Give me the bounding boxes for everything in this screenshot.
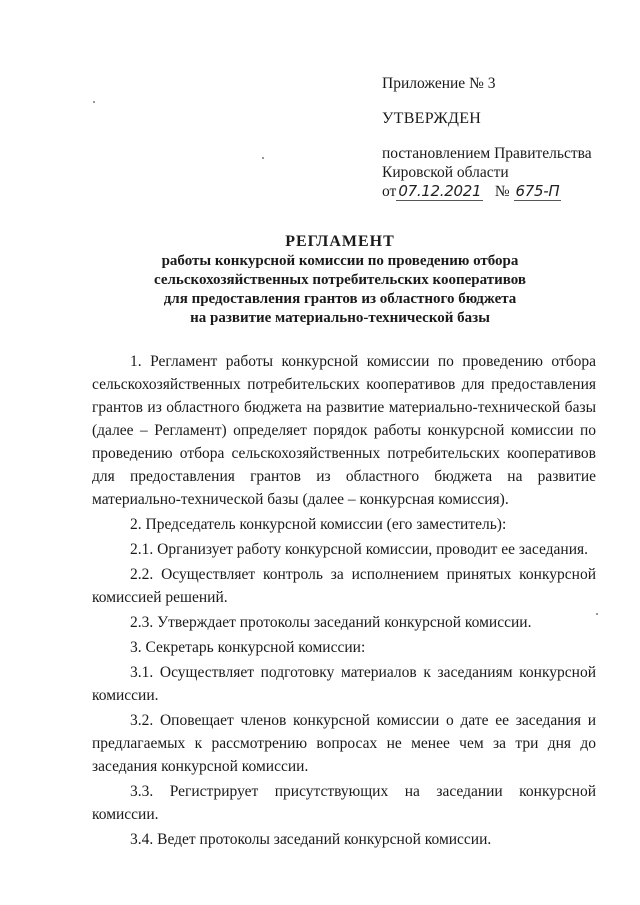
document-title xyxy=(40,232,640,328)
paragraph-1: 1. Регламент работы конкурсной комиссии по проведению отбора сельскохозяйственных потребительских кооперативов для предоставления грантов из областного бюджета на развитие материально-технической базы (далее – Регламент) определяет порядок работы конкурсной комиссии по проведению отбора сельскохозяйственных потребительских кооперативов для предоставления грантов из областного бюджета на развитие материально-технической базы (далее – конкурсная комиссия). xyxy=(92,353,596,508)
title-line-1: работы конкурсной комиссии по проведению отбора xyxy=(161,253,519,269)
title-main: РЕГЛАМЕНТ xyxy=(285,233,395,250)
paragraph-3-3: 3.3. Регистрирует присутствующих на заседании конкурсной комиссии. xyxy=(92,783,596,823)
scan-speck xyxy=(596,613,598,615)
handwritten-date: 07.12.2021 xyxy=(398,182,482,200)
paragraph-3-2: 3.2. Оповещает членов конкурсной комиссии о дате ее заседания и предлагаемых к рассмотрению вопросах не менее чем за три дня до заседания конкурсной комиссии. xyxy=(92,712,596,775)
appendix-number: Приложение № 3 xyxy=(382,75,496,92)
handwritten-number: 675-П xyxy=(515,182,560,200)
paragraph-2-1: 2.1. Организует работу конкурсной комиссии, проводит ее заседания. xyxy=(130,541,588,558)
title-line-2: сельскохозяйственных потребительских кооперативов xyxy=(154,272,526,288)
approved-label: УТВЕРЖДЕН xyxy=(382,110,482,127)
decree-line-1: постановлением Правительства xyxy=(382,145,592,162)
decree-date-number xyxy=(382,182,622,201)
paragraph-3: 3. Секретарь конкурсной комиссии: xyxy=(130,639,366,656)
scan-speck xyxy=(262,157,264,159)
scan-speck xyxy=(93,101,95,103)
paragraph-2: 2. Председатель конкурсной комиссии (его заместитель): xyxy=(130,516,507,533)
approval-stamp-block xyxy=(382,74,622,201)
number-prefix: № xyxy=(494,183,510,200)
paragraph-2-3: 2.3. Утверждает протоколы заседаний конкурсной комиссии. xyxy=(130,614,532,631)
paragraph-2-2: 2.2. Осуществляет контроль за исполнением принятых конкурсной комиссией решений. xyxy=(92,566,596,606)
document-body xyxy=(92,350,596,851)
decree-line-2: Кировской области xyxy=(382,164,509,181)
title-line-3: для предоставления грантов из областного бюджета xyxy=(163,291,517,307)
paragraph-3-1: 3.1. Осуществляет подготовку материалов к заседаниям конкурсной комиссии. xyxy=(92,664,596,704)
date-prefix: от xyxy=(382,183,397,200)
paragraph-3-4: 3.4. Ведет протоколы заседаний конкурсной комиссии. xyxy=(130,831,492,848)
title-line-4: на развитие материально-технической базы xyxy=(190,310,490,326)
